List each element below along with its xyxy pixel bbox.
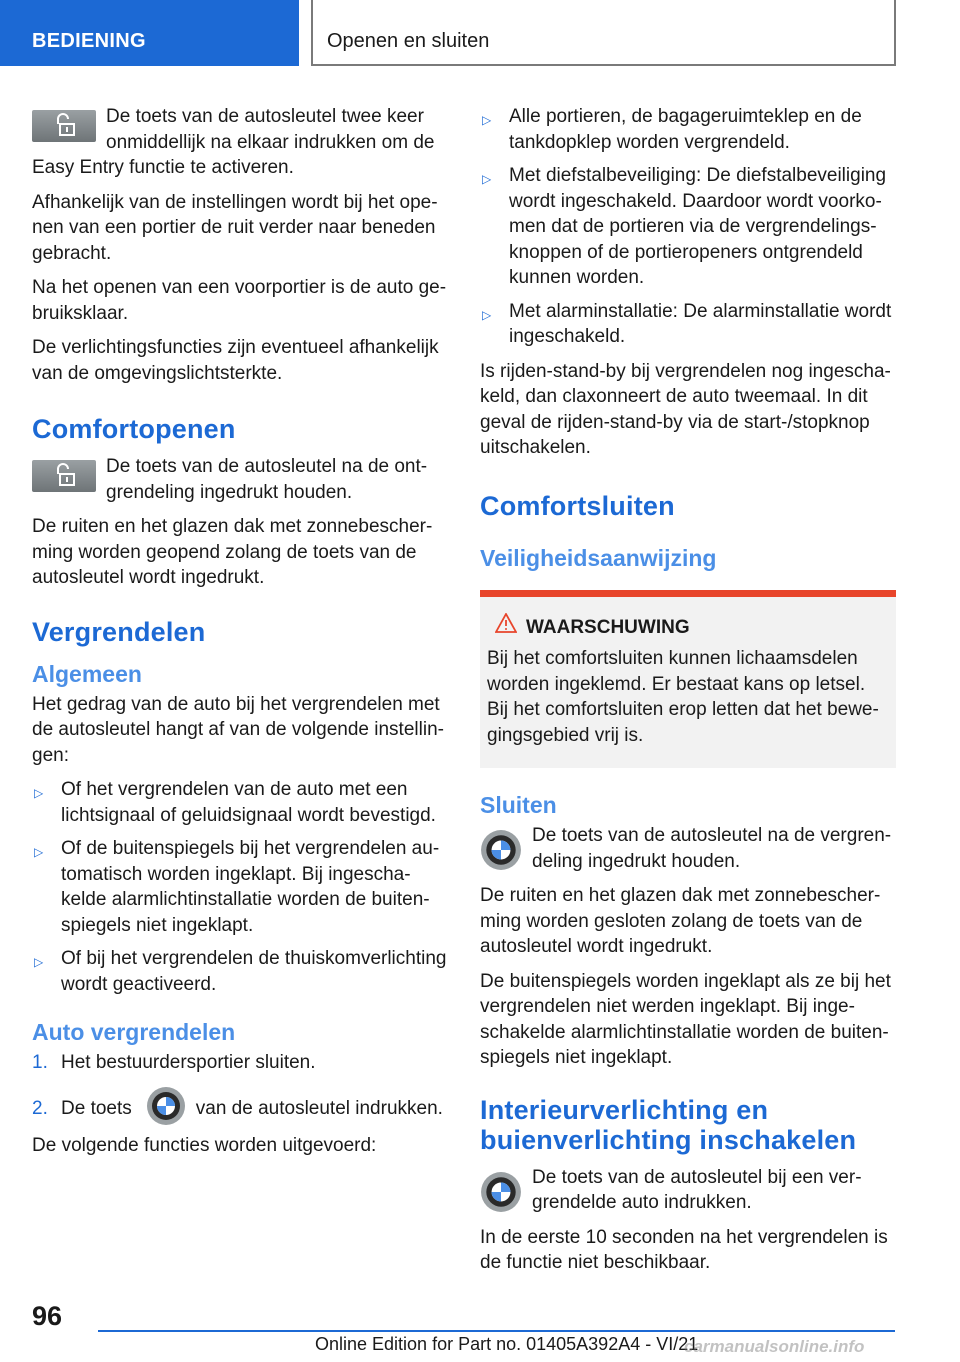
heading-sluiten: Sluiten: [480, 792, 557, 818]
left-column: [32, 104, 448, 1168]
list-item: ▷ Alle portieren, de bagageruimteklep en de tankdopklep worden vergrendeld.: [482, 106, 862, 153]
warning-title: WAARSCHUWING: [487, 615, 889, 641]
list-item: 2. De toets van de autosleutel indrukken.: [32, 1096, 448, 1122]
list-item: ▷ Of bij het vergrendelen de thuiskomverlichting wordt geactiveerd.: [34, 948, 447, 995]
triangle-right-icon: ▷: [482, 307, 492, 322]
page-number: 96: [32, 1301, 63, 1331]
chapter-title: Openen en sluiten: [327, 30, 490, 52]
warning-box: [480, 590, 896, 769]
bmw-logo-icon: [146, 1086, 186, 1126]
list-item: ▷ Met diefstalbeveiliging: De diefstalbeveiliging wordt ingeschakeld. Daardoor wordt voorkomen dat de portieren via de vergrendelingsknoppen of de portieropeners ontgrendeld kunnen worden.: [482, 165, 887, 288]
list-item: ▷ Met alarminstallatie: De alarminstallatie wordt ingeschakeld.: [482, 300, 892, 347]
sluiten-paragraph: De toets van de autosleutel na de vergrendeling ingedrukt houden.: [480, 823, 896, 874]
close-windows-paragraph: De ruiten en het glazen dak met zonnebescherming worden gesloten zolang de toets van de autosleutel wordt ingedrukt.: [480, 885, 881, 957]
unlock-key-icon: [32, 460, 96, 492]
heading-comfortopenen: Comfortopenen: [32, 414, 236, 444]
warning-text: Bij het comfortsluiten erop letten dat het bewegingsgebied vrij is.: [487, 699, 879, 746]
easy-entry-paragraph: De toets van de autosleutel twee keer onmiddellijk na elkaar indrukken om de Easy Entry functie te activeren.: [32, 106, 435, 178]
watermark-logo: carmanualsonline.info: [684, 1337, 865, 1356]
functions-list: [480, 104, 896, 350]
functions-paragraph: De volgende functies worden uitgevoerd:: [32, 1135, 377, 1156]
heading-vergrendelen: Vergrendelen: [32, 616, 206, 647]
settings-list: [32, 777, 448, 997]
warning-triangle-icon: [495, 613, 517, 633]
triangle-right-icon: ▷: [34, 786, 44, 800]
bmw-logo-icon: [480, 829, 522, 871]
unlock-key-icon: [32, 110, 96, 142]
triangle-right-icon: ▷: [34, 955, 44, 969]
triangle-right-icon: ▷: [34, 845, 44, 859]
ready-paragraph: Na het openen van een voorportier is de auto gebruiksklaar.: [32, 277, 447, 324]
sunroof-paragraph: De ruiten en het glazen dak met zonnebescherming worden geopend zolang de toets van de autosleutel wordt ingedrukt.: [32, 516, 433, 588]
settings-paragraph: Het gedrag van de auto bij het vergrendelen met de autosleutel hangt af van de volgende instellingen:: [32, 693, 444, 766]
heading-veiligheid: Veiligheidsaanwijzing: [480, 544, 717, 571]
window-paragraph: Afhankelijk van de instellingen wordt bij het openen van een portier de ruit verder naar beneden gebracht.: [32, 191, 438, 264]
list-item: 1. Het bestuurdersportier sluiten.: [32, 1052, 316, 1073]
heading-algemeen: Algemeen: [32, 660, 142, 687]
heading-interieur: Interieurverlichting en buienverlichting inschakelen: [480, 1094, 857, 1155]
triangle-right-icon: ▷: [482, 172, 492, 186]
heading-comfortsluiten: Comfortsluiten: [480, 490, 675, 521]
section-tab: [0, 0, 299, 66]
delay-paragraph: In de eerste 10 seconden na het vergrendelen is de functie niet beschikbaar.: [480, 1226, 888, 1273]
heading-auto-vergrendelen: Auto vergrendelen: [32, 1019, 236, 1045]
interieur-paragraph: De toets van de autosleutel bij een vergrendelde auto indrukken.: [480, 1165, 896, 1216]
right-column: [480, 104, 896, 1285]
list-item: ▷ Of de buitenspiegels bij het vergrendelen automatisch worden ingeklapt. Bij ingeschakelde alarmlichtinstallatie worden de buitenspiegels niet ingeklapt.: [34, 838, 440, 936]
triangle-right-icon: ▷: [482, 113, 492, 127]
standby-paragraph: Is rijden-stand-by bij vergrendelen nog ingeschakeld, dan claxonneert de auto tweemaal. In dit geval de rijden-stand-by via de start-/stopknop uitschakelen.: [480, 360, 891, 458]
mirrors-paragraph: De buitenspiegels worden ingeklapt als ze bij het vergrendelen niet werden ingeklapt. Bij ingeschakelde alarmlichtinstallatie worden de buitenspiegels niet ingeklapt.: [480, 970, 891, 1068]
section-title: BEDIENING: [32, 30, 146, 52]
list-item: ▷ Of het vergrendelen van de auto met een lichtsignaal of geluidsignaal wordt bevestigd.: [34, 779, 436, 826]
light-paragraph: De verlichtingsfuncties zijn eventueel afhankelijk van de omgevingslichtsterkte.: [32, 337, 439, 384]
steps-list: [32, 1050, 448, 1121]
edition-text: Online Edition for Part no. 01405A392A4 - VI/21: [315, 1334, 699, 1354]
chapter-tab: [311, 0, 896, 66]
bmw-logo-icon: [480, 1171, 522, 1213]
warning-text: Bij het comfortsluiten kunnen lichaamsdelen worden ingeklemd. Er bestaat kans op letsel.: [487, 648, 866, 695]
footer-divider: [98, 1330, 895, 1332]
comfortopenen-paragraph: De toets van de autosleutel na de ontgrendeling ingedrukt houden.: [32, 454, 448, 505]
